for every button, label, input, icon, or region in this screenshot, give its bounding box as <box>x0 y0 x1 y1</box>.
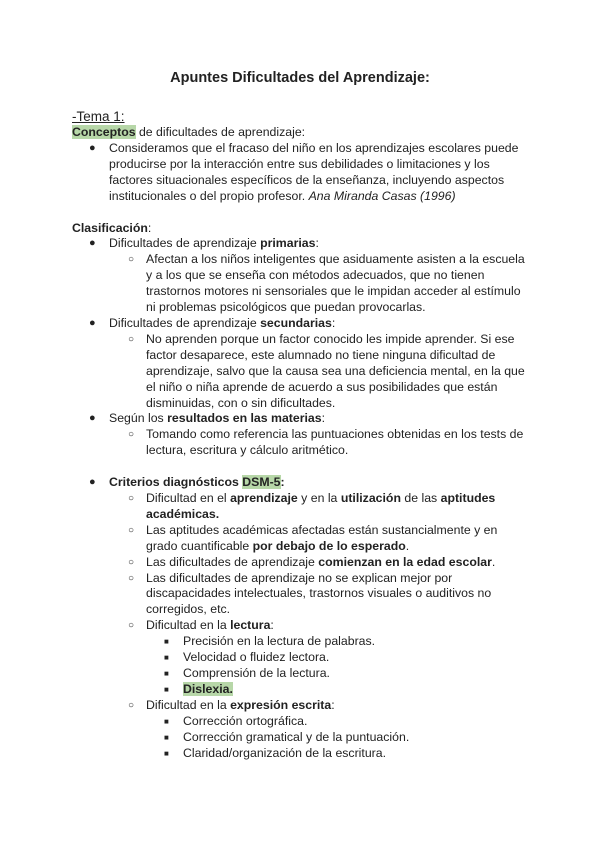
c4-text: Las dificultades de aprendizaje no se explican mejor por discapacidades intelectuales, trastornos visuales o auditivos no corregidos, etc. <box>146 570 492 617</box>
lectura-item: Comprensión de la lectura. <box>183 666 330 680</box>
list-item <box>146 634 532 650</box>
circle-marker: ○ <box>128 429 135 441</box>
criterios-sub-list <box>109 491 532 761</box>
clasificacion-bold: Clasificación <box>72 220 148 235</box>
circle-marker: ○ <box>128 333 135 345</box>
circle-marker: ○ <box>128 556 135 568</box>
sub-list <box>109 252 532 316</box>
circle-marker: ○ <box>128 524 135 536</box>
list-item <box>72 236 532 316</box>
sub-list <box>109 332 532 412</box>
list-item <box>109 491 532 523</box>
list-item <box>109 618 532 698</box>
c5-bold: lectura <box>230 618 271 633</box>
escritura-item: Corrección ortográfica. <box>183 713 308 728</box>
list-item <box>72 141 532 205</box>
c1-bold: aptitudes académicas. <box>146 491 496 521</box>
conceptos-heading <box>72 125 532 141</box>
list-item <box>109 555 532 571</box>
sub-text: Afectan a los niños inteligentes que asiduamente asisten a la escuela y a los que se enseña con métodos adecuados, que no tienen trastornos motores ni sensoriales que le impidan acceder al estímulo ni problemas psicológicos que puedan provocarlas. <box>146 252 525 315</box>
c1-text: Dificultad en el <box>146 491 231 506</box>
bullet-marker: ● <box>89 412 96 425</box>
criterios-list <box>72 475 532 761</box>
c6-text: : <box>331 697 335 712</box>
bullet-marker: ● <box>89 237 96 250</box>
circle-marker: ○ <box>128 699 135 711</box>
c1-bold: aprendizaje <box>230 491 298 506</box>
escritura-item: Claridad/organización de la escritura. <box>183 745 387 760</box>
clasificacion-colon: : <box>147 220 152 235</box>
citation: Ana Miranda Casas (1996) <box>308 188 456 203</box>
circle-marker: ○ <box>128 572 135 584</box>
item-text: Según los <box>109 411 168 426</box>
c3-bold: comienzan en la edad escolar <box>318 554 492 569</box>
list-item <box>109 427 532 459</box>
c2-bold: por debajo de lo esperado <box>252 538 406 553</box>
document-body <box>72 108 532 761</box>
square-marker: ■ <box>164 732 169 742</box>
lectura-item: Precisión en la lectura de palabras. <box>183 634 376 649</box>
list-item <box>72 411 532 459</box>
criterios-heading-text: Criterios diagnósticos <box>109 475 243 490</box>
conceptos-list <box>72 141 532 205</box>
conceptos-rest: de dificultades de aprendizaje: <box>135 125 306 139</box>
circle-marker: ○ <box>128 254 135 266</box>
list-item <box>146 714 532 730</box>
c2-text: . <box>405 538 410 553</box>
list-item <box>146 682 532 698</box>
c5-text: Dificultad en la <box>146 618 231 633</box>
sub-text: No aprenden porque un factor conocido les impide aprender. Si ese factor desaparece, este alumnado no tiene ninguna dificultad de aprendizaje, salvo que la causa sea una deficiencia mental, en la que el niño o niña aprende de acuerdo a sus posibilidades que están disminuidas, con o sin dificultades. <box>146 331 525 410</box>
item-post: : <box>321 411 326 426</box>
square-marker: ■ <box>164 669 169 678</box>
list-item <box>146 730 532 746</box>
list-item <box>72 316 532 411</box>
list-item <box>146 650 532 666</box>
c1-text: y en la <box>297 491 341 506</box>
criterios-heading-colon: : <box>280 475 285 490</box>
conceptos-bold: Conceptos <box>72 125 136 139</box>
list-item <box>146 746 532 762</box>
square-marker: ■ <box>164 716 169 726</box>
item-post: : <box>331 315 336 330</box>
circle-marker: ○ <box>128 620 135 632</box>
item-text: Dificultades de aprendizaje <box>109 315 261 330</box>
list-item <box>109 523 532 555</box>
circle-marker: ○ <box>128 493 135 505</box>
bullet-marker: ● <box>89 476 96 489</box>
square-marker: ■ <box>164 653 169 663</box>
section-tema-heading: -Tema 1: <box>72 109 125 124</box>
clasificacion-heading <box>72 221 532 237</box>
lectura-item: Velocidad o fluidez lectora. <box>183 650 330 665</box>
spacer <box>72 459 532 475</box>
escritura-list <box>146 714 532 762</box>
criterios-heading <box>109 475 285 489</box>
list-item <box>109 332 532 412</box>
sub-text: Tomando como referencia las puntuaciones obtenidas en los tests de lectura, escritura y cálculo aritmético. <box>146 427 524 458</box>
c6-bold: expresión escrita <box>230 697 332 712</box>
square-marker: ■ <box>164 748 169 758</box>
list-item <box>109 571 532 619</box>
c2-text: Las aptitudes académicas afectadas están sustancialmente y en grado cuantificable <box>146 522 498 553</box>
item-text: Dificultades de aprendizaje <box>109 236 261 251</box>
conceptos-text: Consideramos que el fracaso del niño en los aprendizajes escolares puede producirse por la interacción entre sus debilidades o limitaciones y los factores situacionales específicos de la enseñanza, incluyendo aspectos institucionales o del propio profesor. <box>109 140 519 203</box>
item-bold: primarias <box>260 236 316 251</box>
item-bold: resultados en las materias <box>167 411 322 426</box>
dislexia-highlight: Dislexia. <box>183 681 233 696</box>
c1-text: de las <box>400 491 441 506</box>
lectura-list <box>146 634 532 698</box>
spacer <box>72 205 532 221</box>
escritura-item: Corrección gramatical y de la puntuación. <box>183 729 410 744</box>
c1-bold: utilización <box>340 491 401 506</box>
list-item <box>109 698 532 762</box>
bullet-marker: ● <box>89 141 96 154</box>
list-item <box>109 252 532 316</box>
c5-text: : <box>270 618 274 633</box>
c3-text: . <box>491 554 496 569</box>
page-title: Apuntes Dificultades del Aprendizaje: <box>170 70 430 86</box>
list-item <box>146 666 532 682</box>
item-post: : <box>315 236 319 251</box>
c6-text: Dificultad en la <box>146 697 231 712</box>
dsm5-highlight: DSM-5 <box>242 475 281 490</box>
sub-list <box>109 427 532 459</box>
clasificacion-list <box>72 236 532 459</box>
list-item <box>72 475 532 761</box>
c3-text: Las dificultades de aprendizaje <box>146 554 319 569</box>
square-marker: ■ <box>164 684 169 694</box>
square-marker: ■ <box>164 637 169 647</box>
bullet-marker: ● <box>89 316 96 329</box>
item-bold: secundarias <box>260 315 332 330</box>
